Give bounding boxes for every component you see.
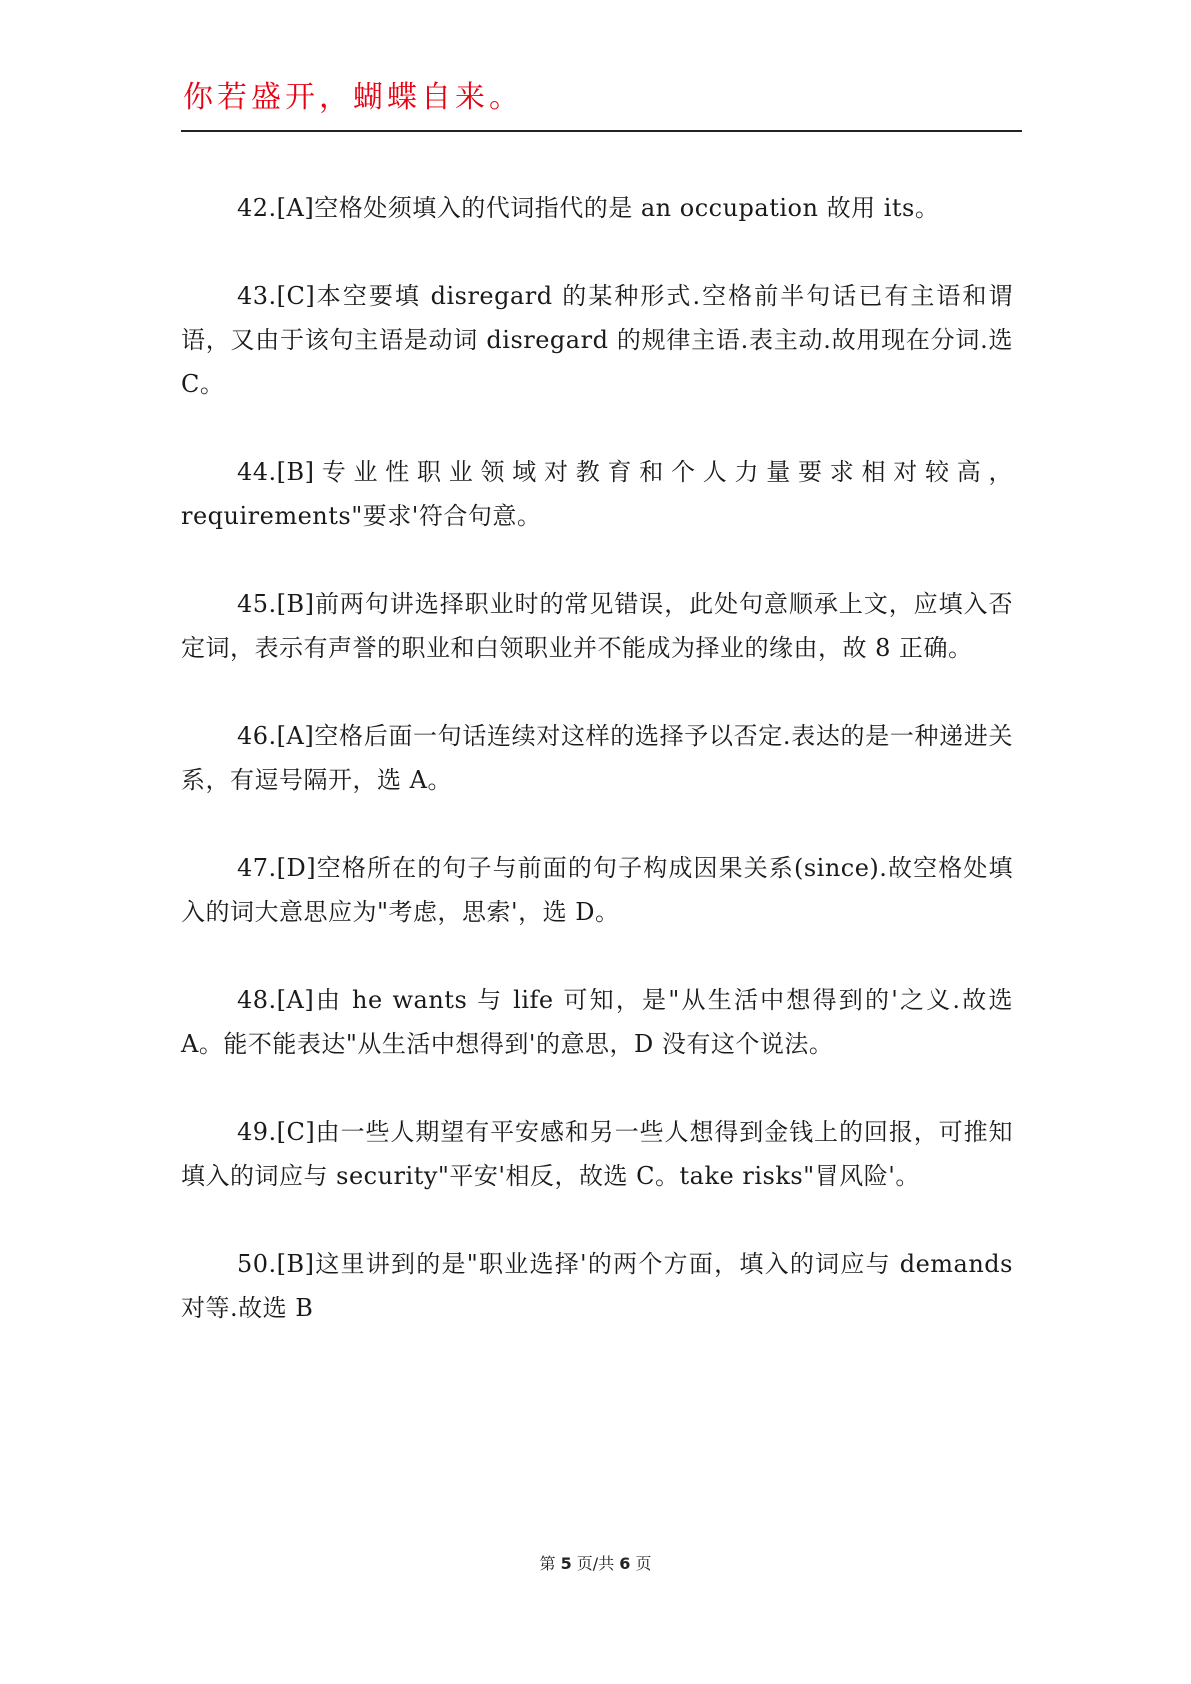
page-number-footer — [0, 1553, 1191, 1575]
footer-current-page: 5 — [560, 1554, 572, 1573]
explanation-50: 50.[B]这里讲到的是"职业选择'的两个方面，填入的词应与 demands 对等.故选 B — [181, 1250, 1013, 1322]
header-slogan: 你若盛开，蝴蝶自来。 — [183, 80, 523, 115]
explanation-46: 46.[A]空格后面一句话连续对这样的选择予以否定.表达的是一种递进关系，有逗号隔开，选 A。 — [181, 722, 1013, 794]
footer-total-pages: 6 — [619, 1554, 631, 1573]
footer-prefix: 第 — [539, 1554, 556, 1573]
explanation-42: 42.[A]空格处须填入的代词指代的是 an occupation 故用 its。 — [237, 194, 940, 222]
explanation-43: 43.[C]本空要填 disregard 的某种形式.空格前半句话已有主语和谓语，又由于该句主语是动词 disregard 的规律主语.表主动.故用现在分词.选 C。 — [181, 282, 1013, 398]
explanation-45: 45.[B]前两句讲选择职业时的常见错误，此处句意顺承上文，应填入否定词，表示有声誉的职业和白领职业并不能成为择业的缘由，故 8 正确。 — [181, 590, 1013, 662]
explanation-49: 49.[C]由一些人期望有平安感和另一些人想得到金钱上的回报，可推知填入的词应与 security"平安'相反，故选 C。take risks"冒风险'。 — [181, 1118, 1013, 1190]
answer-explanations — [181, 186, 1013, 1374]
explanation-44: 44.[B]专业性职业领域对教育和个人力量要求相对较高，requirements"要求'符合句意。 — [181, 458, 1013, 530]
explanation-47: 47.[D]空格所在的句子与前面的句子构成因果关系(since).故空格处填入的词大意思应为"考虑，思索'，选 D。 — [181, 854, 1013, 926]
page-header — [181, 78, 1022, 132]
explanation-48: 48.[A]由 he wants 与 life 可知，是"从生活中想得到的'之义.故选 A。能不能表达"从生活中想得到'的意思，D 没有这个说法。 — [181, 986, 1013, 1058]
footer-suffix: 页 — [635, 1554, 652, 1573]
footer-middle: 页/共 — [576, 1554, 615, 1573]
